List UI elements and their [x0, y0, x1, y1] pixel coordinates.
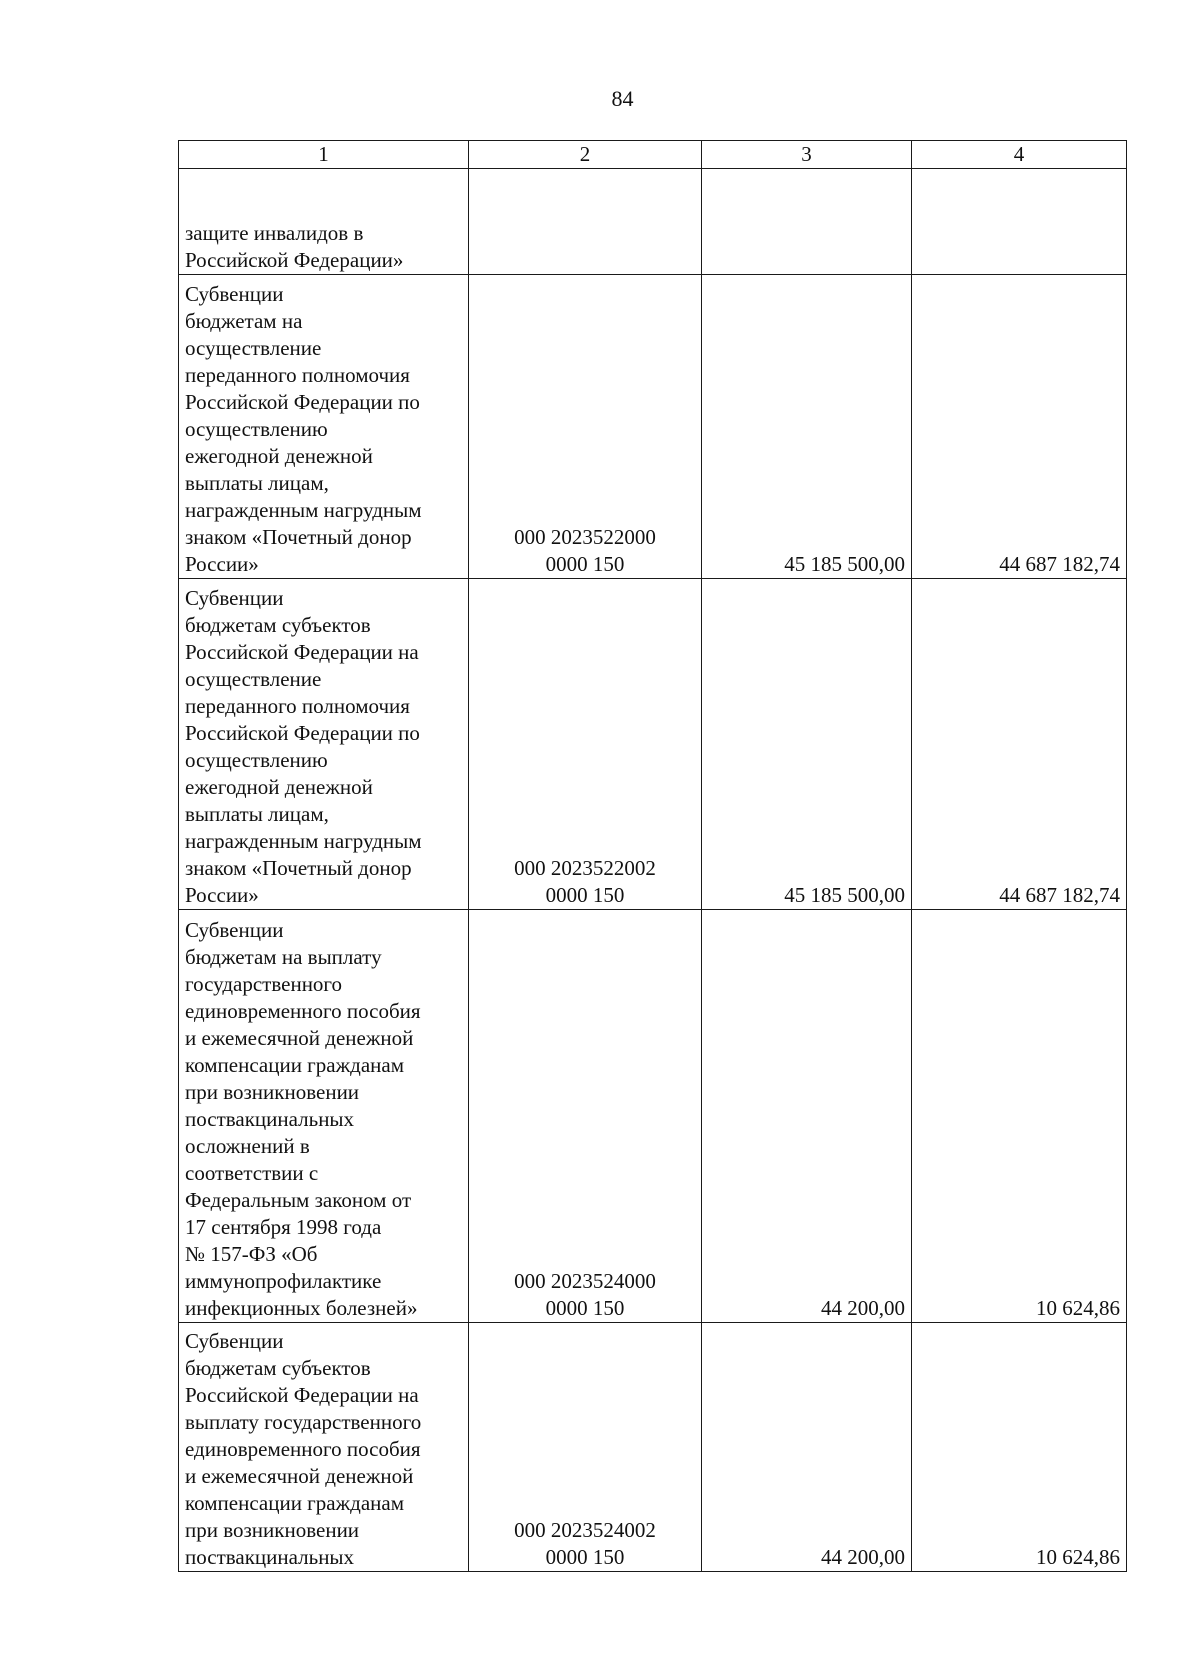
- row-actual-amount: 10 624,86: [912, 910, 1127, 1323]
- table-header-row: [179, 141, 1127, 169]
- row-name: Субвенции бюджетам на осуществление переданного полномочия Российской Федерации по осуществлению ежегодной денежной выплаты лицам, награжденным нагрудным знаком «Почетный донор России»: [179, 275, 469, 579]
- row-actual-amount: 44 687 182,74: [912, 579, 1127, 910]
- row-plan-amount: 44 200,00: [702, 910, 912, 1323]
- row-actual-amount: 10 624,86: [912, 1323, 1127, 1572]
- row-plan-amount: 45 185 500,00: [702, 275, 912, 579]
- row-code: [469, 169, 702, 275]
- row-code: 000 2023524000 0000 150: [469, 910, 702, 1323]
- column-header-1: 1: [179, 141, 469, 169]
- column-header-4: 4: [912, 141, 1127, 169]
- budget-table: [178, 140, 1127, 1572]
- row-name: Субвенции бюджетам субъектов Российской Федерации на осуществление переданного полномочия Российской Федерации по осуществлению ежегодной денежной выплаты лицам, награжденным нагрудным знаком «Почетный донор России»: [179, 579, 469, 910]
- row-code: 000 2023522002 0000 150: [469, 579, 702, 910]
- row-actual-amount: [912, 169, 1127, 275]
- table-row: [179, 275, 1127, 579]
- table-row: [179, 1323, 1127, 1572]
- table-row: [179, 579, 1127, 910]
- row-plan-amount: [702, 169, 912, 275]
- page-number: 84: [611, 86, 634, 111]
- row-code: 000 2023522000 0000 150: [469, 275, 702, 579]
- row-code: 000 2023524002 0000 150: [469, 1323, 702, 1572]
- row-plan-amount: 44 200,00: [702, 1323, 912, 1572]
- row-plan-amount: 45 185 500,00: [702, 579, 912, 910]
- row-actual-amount: 44 687 182,74: [912, 275, 1127, 579]
- table-row: [179, 169, 1127, 275]
- row-name: Субвенции бюджетам субъектов Российской Федерации на выплату государственного единовременного пособия и ежемесячной денежной компенсации гражданам при возникновении поствакцинальных: [179, 1323, 469, 1572]
- column-header-3: 3: [702, 141, 912, 169]
- column-header-2: 2: [469, 141, 702, 169]
- row-name: защите инвалидов в Российской Федерации»: [179, 169, 469, 275]
- row-name: Субвенции бюджетам на выплату государственного единовременного пособия и ежемесячной денежной компенсации гражданам при возникновении поствакцинальных осложнений в соответствии с Федеральным законом от 17 сентября 1998 года № 157-ФЗ «Об иммунопрофилактике инфекционных болезней»: [179, 910, 469, 1323]
- table-row: [179, 910, 1127, 1323]
